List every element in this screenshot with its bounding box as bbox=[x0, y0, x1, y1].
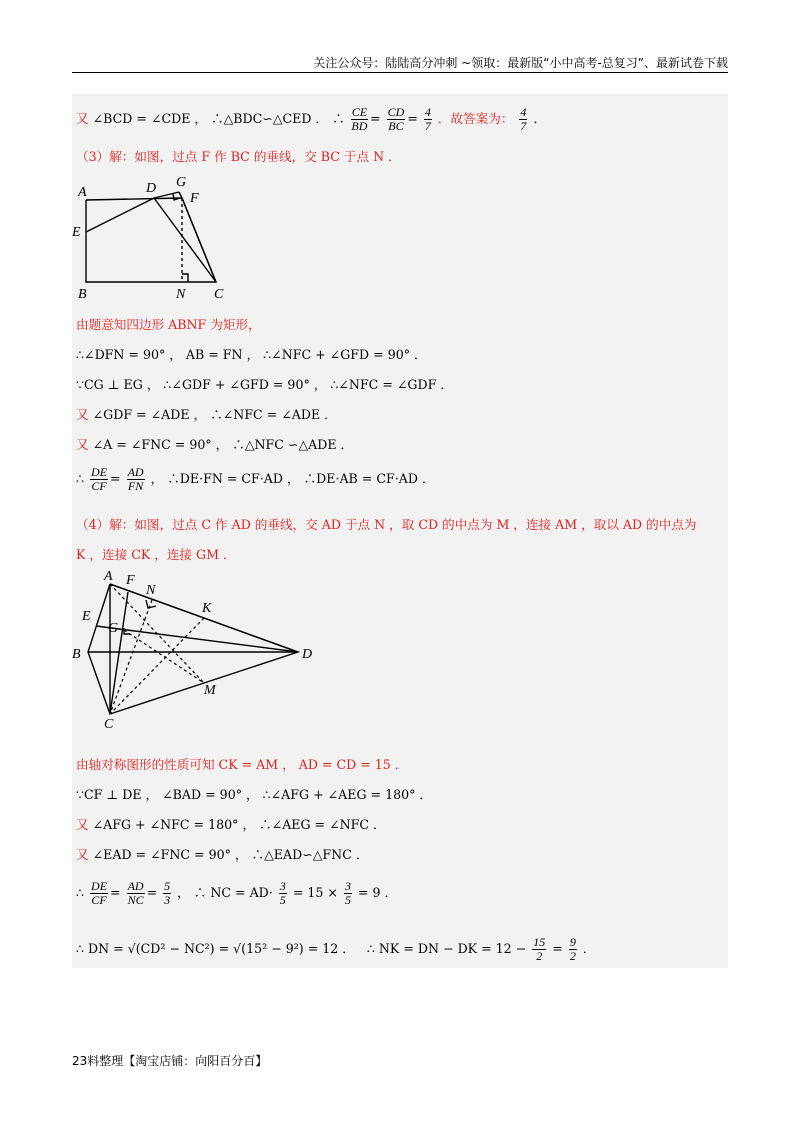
period: ． bbox=[582, 941, 596, 956]
fraction: $\frac{4}{7}$ bbox=[520, 105, 527, 133]
equation: ， ∴DE·FN = CF·AD ， ∴DE·AB = CF·AD ． bbox=[150, 471, 435, 486]
fraction: $\frac{9}{2}$ bbox=[569, 935, 576, 963]
figure1-outline bbox=[86, 198, 216, 282]
fraction: $\frac{5}{3}$ bbox=[164, 879, 171, 907]
part3-line2: ∴∠DFN = 90° ， AB = FN ， ∴∠NFC + ∠GFD = 90° ． bbox=[76, 347, 427, 362]
right-angle-n bbox=[182, 274, 188, 282]
fraction: $\frac{AD}{NC}$ bbox=[127, 879, 144, 907]
label-c: C bbox=[214, 287, 224, 302]
label-a: A bbox=[104, 570, 113, 584]
part4-line3 bbox=[76, 816, 386, 834]
label-f: F bbox=[126, 573, 135, 588]
part3-line3: ∵CG ⊥ EG ， ∴∠GDF + ∠GFD = 90° ， ∴∠NFC = ∠GDF ． bbox=[76, 377, 453, 392]
part4-line1: 由轴对称图形的性质可知 CK = AM ， AD = CD = 15 ． bbox=[76, 757, 408, 772]
label-m: M bbox=[204, 683, 216, 698]
line-fc bbox=[182, 198, 216, 282]
fraction: $\frac{3}{5}$ bbox=[279, 879, 286, 907]
label-g: G bbox=[108, 621, 119, 636]
solution-panel bbox=[72, 94, 728, 968]
label-k: K bbox=[202, 601, 212, 616]
part4-heading-cont: K ，连接 CK ，连接 GM ． bbox=[76, 547, 236, 562]
line-fc bbox=[110, 592, 128, 714]
therefore: ∴ bbox=[332, 111, 345, 126]
equation: ∠A = ∠FNC = 90° ， ∴△NFC ∽△ADE ． bbox=[92, 437, 354, 452]
equation: ， ∴ NC = AD· bbox=[177, 885, 273, 900]
therefore: ∴ bbox=[76, 471, 85, 486]
label-n: N bbox=[176, 287, 186, 302]
label-b: B bbox=[78, 287, 87, 302]
part3-line1: 由题意知四边形 ABNF 为矩形， bbox=[76, 317, 261, 332]
part4-line5: ∴ $\frac{DE}{CF}$ = $\frac{AD}{NC}$ = $\frac{5}{3}$ ， ∴ NC = AD· $\frac{3}{5}$ = 15 × $\frac{3}{5}$ = 9 ． bbox=[76, 879, 398, 907]
equation: ∴ DN = √(CD² − NC²) = √(15² − 9²) = 12 ． bbox=[76, 941, 355, 956]
equation: = 15 × bbox=[292, 885, 338, 900]
fraction: $\frac{15}{2}$ bbox=[533, 935, 546, 963]
therefore: ∴ bbox=[76, 885, 85, 900]
prefix-again: 又 bbox=[76, 407, 89, 422]
header-rule bbox=[72, 72, 728, 73]
label-e: E bbox=[82, 609, 91, 624]
fraction: $\frac{DE}{CF}$ bbox=[91, 465, 108, 493]
prefix-again: 又 bbox=[76, 111, 89, 126]
line-similar-conclusion: 又 ∠BCD = ∠CDE ， ∴△BDC∽△CED ． ∴ $\frac{CE}{BD}$ = $\frac{CD}{BC}$ = $\frac{4}{7}$ ．故答案为： $\frac{4}{7}$ ． bbox=[76, 105, 547, 133]
part3-line4 bbox=[76, 406, 337, 424]
fraction: $\frac{DE}{CF}$ bbox=[91, 879, 108, 907]
fraction: $\frac{AD}{FN}$ bbox=[127, 465, 144, 493]
equation: ∠EAD = ∠FNC = 90° ， ∴△EAD∽△FNC ． bbox=[92, 847, 369, 862]
line-ed bbox=[96, 626, 298, 652]
prefix-again: 又 bbox=[76, 817, 89, 832]
equation: = 9 ． bbox=[357, 885, 398, 900]
figure2-lines bbox=[88, 584, 298, 714]
part4-heading: （4）解：如图，过点 C 作 AD 的垂线，交 AD 于点 N ，取 CD 的中点为 M ，连接 AM ，取以 AD 的中点为 bbox=[76, 517, 697, 532]
label-n: N bbox=[146, 583, 156, 598]
line-dg bbox=[154, 192, 179, 198]
part3-heading: （3）解：如图，过点 F 作 BC 的垂线，交 BC 于点 N ． bbox=[76, 149, 401, 164]
figure-kite bbox=[72, 570, 322, 730]
label-d: D bbox=[146, 181, 157, 196]
equation: ∴ NK = DN − DK = 12 − bbox=[366, 941, 527, 956]
equation: ∠GDF = ∠ADE ， ∴∠NFC = ∠ADE ． bbox=[92, 407, 337, 422]
period: ． bbox=[533, 111, 547, 126]
line-dc bbox=[154, 198, 216, 282]
equation: ∠BCD = ∠CDE ， ∴△BDC∽△CED ． bbox=[92, 111, 329, 126]
page-header: 关注公众号：陆陆高分冲刺 ~领取：最新版“小中高考-总复习”、最新试卷下载 bbox=[313, 56, 728, 70]
prefix-again: 又 bbox=[76, 437, 89, 452]
label-b: B bbox=[72, 647, 81, 662]
label-a: A bbox=[78, 185, 87, 200]
line-gf bbox=[179, 192, 182, 198]
figure-rectangle bbox=[72, 174, 252, 304]
label-c: C bbox=[104, 717, 114, 730]
fraction: $\frac{CE}{BD}$ bbox=[351, 105, 368, 133]
right-angle-g bbox=[173, 194, 180, 200]
fraction: $\frac{4}{7}$ bbox=[424, 105, 431, 133]
label-e: E bbox=[72, 225, 81, 240]
fraction: $\frac{3}{5}$ bbox=[344, 879, 351, 907]
page-footer: 23料整理【淘宝店铺：向阳百分百】 bbox=[72, 1054, 268, 1068]
label-f: F bbox=[190, 191, 199, 206]
equals: = bbox=[552, 941, 563, 956]
part4-line4 bbox=[76, 846, 368, 864]
fraction: $\frac{CD}{BC}$ bbox=[387, 105, 405, 133]
label-d: D bbox=[302, 647, 313, 662]
answer-label: ．故答案为： bbox=[437, 111, 514, 126]
part4-line6 bbox=[76, 936, 595, 963]
equation: ∠AFG + ∠NFC = 180° ， ∴∠AEG = ∠NFC ． bbox=[92, 817, 386, 832]
line-cn-dashed bbox=[110, 600, 152, 714]
part3-line6: ∴ $\frac{DE}{CF}$ = $\frac{AD}{FN}$ ， ∴DE·FN = CF·AD ， ∴DE·AB = CF·AD ． bbox=[76, 465, 435, 493]
part3-line5 bbox=[76, 436, 353, 454]
prefix-again: 又 bbox=[76, 847, 89, 862]
line-eg bbox=[86, 198, 154, 232]
label-g: G bbox=[176, 175, 187, 190]
part4-line2: ∵CF ⊥ DE ， ∠BAD = 90° ， ∴∠AFG + ∠AEG = 180° ． bbox=[76, 787, 433, 802]
